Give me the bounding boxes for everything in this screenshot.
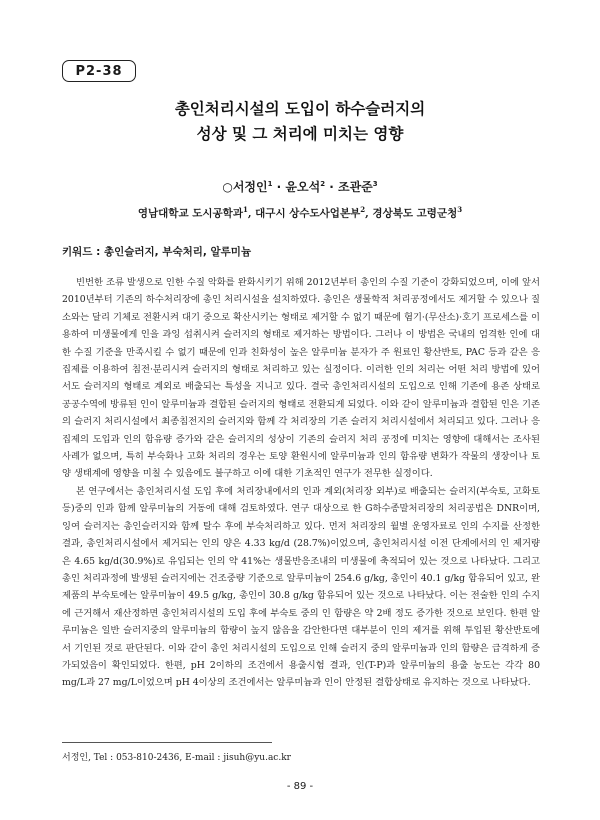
author-name: 서정인	[232, 180, 268, 194]
abstract-paragraph: 빈번한 조류 발생으로 인한 수질 악화를 완화시키기 위해 2012년부터 총인의 수질 기준이 강화되었으며, 이에 앞서 2010년부터 기존의 하수처리장에 총인 처리시설을 설치하였다. 총인은 생물학적 처리공정에서도 제거할 수 있으나 질소와는 달리 기체로 전환시켜 대기 중으로 확산시키는 형태로 제거할 수 없기 때문에 혐기·(무산소)·호기 프로세스를 이용하여 미생물에게 인을 과잉 섭취시켜 슬러지의 형태로 제거하는 방법이다. 그러나 이 방법은 국내의 엄격한 인에 대한 수질 기준을 만족시킬 수 없기 때문에 인과 친화성이 높은 알루미늄 분자가 주 원료인 황산반토, PAC 등과 같은 응집제를 이용하여 침전·분리시켜 슬러지의 형태로 처리하고 있는 실정이다. 이러한 인의 처리는 어떤 처리 방법에 있어서도 슬러지의 형태로 계외로 배출되는 특성을 지니고 있다. 결국 총인처리시설의 도입으로 인해 기존에 용존 상태로 공공수역에 방류된 인이 알루미늄과 결합된 슬러지의 형태로 전환되게 되었다. 이와 같이 알루미늄과 결합된 인은 기존의 슬러지 처리시설에서 최종침전지의 슬러지와 함께 각 처리장의 기존 슬러지 처리시설에서 처리되고 있다. 그러나 응집제의 도입과 인의 함유량 증가와 같은 슬러지의 성상이 기존의 슬러지 처리 공정에 미치는 영향에 대해서는 조사된 사례가 없으며, 특히 부숙화나 고화 처리의 경우는 토양 환원시에 알루미늄과 인의 함유량 변화가 작물의 생장이나 토양 생태계에 영향을 미칠 수 있음에도 불구하고 이에 대한 기초적인 연구가 전무한 실정이다.	[62, 277, 540, 480]
author-separator: ·	[272, 180, 286, 194]
affiliation: , 경상북도 고령군청	[365, 207, 458, 220]
paper-title-line2: 성상 및 그 처리에 미치는 영향	[196, 125, 404, 143]
affiliation-mark: 3	[457, 205, 463, 214]
presenter-circle-mark: ○	[222, 180, 233, 194]
paper-title-line1: 총인처리시설의 도입이 하수슬러지의	[174, 100, 426, 118]
author-name: 조관준	[337, 180, 373, 194]
page-number: - 89 -	[286, 781, 314, 792]
keywords: 키워드 : 총인슬러지, 부숙처리, 알루미늄	[62, 246, 252, 258]
abstract-body	[62, 274, 540, 692]
author-name: 윤오석	[285, 180, 321, 194]
author-separator: ·	[325, 180, 338, 194]
author-affil-mark: 3	[372, 180, 378, 188]
author-list	[0, 178, 600, 195]
session-code-badge: P2-38	[62, 60, 136, 82]
footnote-contact: 서정인, Tel : 053-810-2436, E-mail : jisuh@yu.ac.kr	[62, 753, 291, 763]
affiliation-mark: 1	[242, 205, 248, 214]
footnote-divider	[62, 742, 272, 743]
affiliations	[0, 205, 600, 221]
affiliation-mark: 2	[360, 205, 366, 214]
abstract-paragraph: 본 연구에서는 총인처리시설 도입 후에 처리장내에서의 인과 계외(처리장 외부)로 배출되는 슬러지(부숙토, 고화토 등)중의 인과 함께 알루미늄의 거동에 대해 검토하였다. 연구 대상으로 한 G하수종말처리장의 처리공법은 DNR이며, 잉여 슬러지는 총인슬러지와 함께 탈수 후에 부숙처리하고 있다. 먼저 처리장의 월별 운영자료로 인의 수지를 산정한 결과, 총인처리시설에서 제거되는 인의 양은 4.33 kg/d (28.7%)이었으며, 총인처리시설 이전 단계에서의 인 제거량은 4.65 kg/d(30.9%)로 유입되는 인의 약 41%는 생물반응조내의 미생물에 축적되어 있는 것으로 나타났다. 그리고 총인 처리과정에 발생된 슬러지에는 건조중량 기준으로 알루미늄이 254.6 g/kg, 총인이 40.1 g/kg 함유되어 있고, 완제품의 부숙토에는 알루미늄이 49.5 g/kg, 총인이 30.8 g/kg 함유되어 있는 것으로 나타났다. 이는 전술한 인의 수지에 근거해서 재산정하면 총인처리시설의 도입 후에 부숙토 중의 인 함량은 약 2배 정도 증가한 것으로 보인다. 한편 알루미늄은 일반 슬러지중의 알루미늄의 함량이 높지 않음을 감안한다면 대부분이 인의 제거를 위해 투입된 황산반토에서 기인된 것로 판단된다. 이와 같이 총인 처리시설의 도입으로 인해 슬러지 중의 알루미늄과 인의 함량은 급격하게 증가되었음이 확인되었다. 한편, pH 2이하의 조건에서 용출시험 결과, 인(T-P)과 알루미늄의 용출 농도는 각각 80 mg/L과 27 mg/L이었으며 pH 4이상의 조건에서는 알루미늄과 인이 안정된 결합상태로 유지하는 것으로 나타났다.	[62, 485, 540, 689]
affiliation: , 대구시 상수도사업본부	[247, 207, 361, 220]
author-affil-mark: 1	[267, 180, 273, 188]
affiliation: 영남대학교 도시공학과	[137, 207, 243, 220]
author-affil-mark: 2	[320, 180, 326, 188]
